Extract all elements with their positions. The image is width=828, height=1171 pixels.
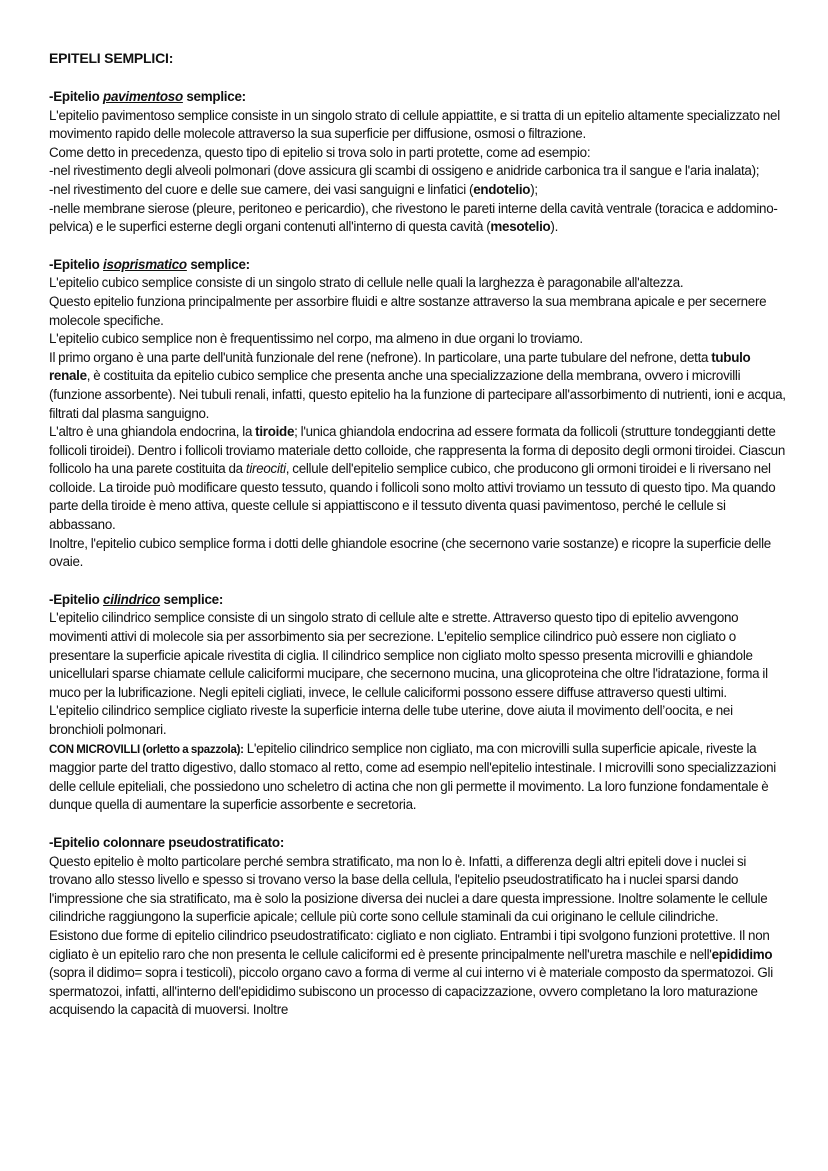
paragraph: L'epitelio cilindrico semplice cigliato riveste la superficie interna delle tube uterine, dove aiuta il movimento dell’oocita, e nei bronchioli polmonari. xyxy=(49,703,733,737)
text: Il primo organo è una parte dell'unità funzionale del rene (nefrone). In particolare, una parte tubulare del nefrone, detta xyxy=(49,349,712,365)
paragraph-tubulo-renale xyxy=(49,349,788,423)
term-mesotelio: mesotelio xyxy=(490,219,551,235)
text: ; l'unica ghiandola endocrina ad essere formata da follicoli (strutture tondeggianti dette follicoli tiroidei). Dentro i follicoli troviamo materiale detto colloide, che rappresenta la forma di deposito degli ormoni tiroidei. Ciascun follicolo ha una parete costituita da xyxy=(49,424,786,477)
term-endotelio: endotelio xyxy=(473,181,531,197)
text: -nelle membrane sierose (pleure, peritoneo e pericardio), che rivestono le pareti interne della cavità ventrale (toracica e addomino-pelvica) e le superfici esterne degli organi contenuti all'interno di questa cavità ( xyxy=(49,200,778,235)
section-pseudostratificato xyxy=(49,834,788,1020)
paragraph-endotelio xyxy=(49,181,788,200)
text: (sopra il didimo= sopra i testicoli), piccolo organo cavo a forma di verme al cui interno vi è materiale composto da spermatozoi. Gli spermatozoi, infatti, all'interno dell'epididimo subiscono un processo di capacizzazione, ovvero completano la loro maturazione acquisendo la capacità di muoversi. Inoltre xyxy=(49,965,773,1018)
text: ). xyxy=(550,219,559,235)
paragraph-tiroide xyxy=(49,423,788,535)
section-heading xyxy=(49,88,788,107)
paragraph: L'epitelio cilindrico semplice consiste di un singolo strato di cellule alte e strette. Attraverso questo tipo di epitelio avvengono movimenti attivi di molecole sia per assorbimento sia per secrezione. L'epitelio semplice cilindrico può essere non cigliato o presentare la superficie apicale rivestita di ciglia. Il cilindrico semplice non cigliato molto spesso presenta microvilli e ghiandole unicellulari sparse chiamate cellule caliciformi mucipare, che secernono mucina, una glicoproteina che oltre l'idratazione, forma il muco per la lubrificazione. Negli epiteli cigliati, invece, le cellule caliciformi possono essere diffuse attraverso questi ultimi. xyxy=(49,610,768,700)
paragraph: L'epitelio cubico semplice non è frequentissimo nel corpo, ma almeno in due organi lo troviamo. xyxy=(49,331,583,347)
text: -nel rivestimento del cuore e delle sue camere, dei vasi sanguigni e linfatici ( xyxy=(49,181,474,197)
paragraph: Questo epitelio è molto particolare perché sembra stratificato, ma non lo è. Infatti, a differenza degli altri epiteli dove i nuclei si trovano allo stesso livello e spesso si trovano verso la base della cellula, l'epitelio pseudostratificato ha i nuclei sparsi dando l'impressione che sia stratificato, ma è solo la posizione diversa dei nuclei a dare questa impressione. Inoltre solamente le cellule cilindriche raggiungono la superficie apicale; cellule più corte sono cellule staminali da cui originano le cellule cilindriche. xyxy=(49,853,768,925)
section-cilindrico xyxy=(49,591,788,815)
text: L'altro è una ghiandola endocrina, la xyxy=(49,424,256,440)
heading-suffix: semplice: xyxy=(160,591,224,607)
term-tubulo-renale: tubulo renale xyxy=(49,349,751,384)
document-title: EPITELI SEMPLICI: xyxy=(49,50,174,66)
term-epididimo: epididimo xyxy=(711,946,773,962)
paragraph: Questo epitelio funziona principalmente per assorbire fluidi e altre sostanze attraverso la sua membrana apicale e per secernere molecole specifiche. xyxy=(49,293,767,328)
text: Esistono due forme di epitelio cilindrico pseudostratificato: cigliato e non cigliato. Entrambi i tipi svolgono funzioni protettive. Il non cigliato è un epitelio raro che non presenta le cellule caliciformi ed è presente principalmente nell'uretra maschile e nell' xyxy=(49,927,770,962)
section-heading: -Epitelio colonnare pseudostratificato: xyxy=(49,834,285,850)
paragraph: -nel rivestimento degli alveoli polmonari (dove assicura gli scambi di ossigeno e anidride carbonica tra il sangue e l'aria inalata); xyxy=(49,163,760,179)
paragraph-epididimo xyxy=(49,927,788,1020)
heading-suffix: semplice: xyxy=(186,256,250,272)
section-heading xyxy=(49,591,788,610)
paragraph: L'epitelio cubico semplice consiste di un singolo strato di cellule nelle quali la larghezza è paragonabile all'altezza. xyxy=(49,275,684,291)
paragraph: L'epitelio pavimentoso semplice consiste in un singolo strato di cellule appiattite, e si tratta di un epitelio altamente specializzato nel movimento rapido delle molecole attraverso la sua superficie per diffusione, osmosi o filtrazione. xyxy=(49,107,780,142)
paragraph: Inoltre, l'epitelio cubico semplice forma i dotti delle ghiandole esocrine (che secernono varie sostanze) e ricopre la superficie delle ovaie. xyxy=(49,535,771,570)
text: ); xyxy=(530,181,538,197)
heading-prefix: -Epitelio xyxy=(49,591,104,607)
heading-prefix: -Epitelio xyxy=(49,89,104,104)
text: , cellule dell'epitelio semplice cubico, che producono gli ormoni tiroidei e li riversano nel colloide. La tiroide può modificare questo tessuto, quando i follicoli sono molto attivi troviamo un tessuto di questo tipo. Ma quando parte della tiroide è meno attiva, queste cellule si appiattiscono e il tessuto diventa quasi pavimentoso, perché le cellule si abbassano. xyxy=(49,461,776,533)
heading-keyword: isoprismatico xyxy=(103,256,187,272)
text: , è costituita da epitelio cubico semplice che presenta anche una specializzazione della membrana, ovvero i microvilli (funzione assorbente). Nei tubuli renali, infatti, questo epitelio ha la funzione di partecipare all'assorbimento di nutrienti, ioni e acqua, filtrati dal plasma sanguigno. xyxy=(49,368,786,421)
section-isoprismatico xyxy=(49,256,788,572)
heading-keyword: cilindrico xyxy=(103,591,161,607)
paragraph-mesotelio xyxy=(49,200,788,237)
section-pavimentoso xyxy=(49,88,788,237)
term-tireociti: tireociti xyxy=(245,461,286,477)
term-tiroide: tiroide xyxy=(255,424,295,440)
section-heading xyxy=(49,256,788,275)
heading-keyword: pavimentoso xyxy=(103,89,183,104)
heading-prefix: -Epitelio xyxy=(49,256,104,272)
paragraph-microvilli xyxy=(49,740,788,815)
paragraph: Come detto in precedenza, questo tipo di epitelio si trova solo in parti protette, come ad esempio: xyxy=(49,144,591,160)
heading-suffix: semplice: xyxy=(182,89,246,104)
text: L'epitelio cilindrico semplice non cigliato, ma con microvilli sulla superficie apicale, riveste la maggior parte del tratto digestivo, dallo stomaco al retto, come ad esempio nell'epitelio intestinale. I microvilli sono specializzazioni delle cellule epiteliali, che possiedono uno scheletro di actina che non gli permette il movimento. La loro funzione fondamentale è dunque quella di aumentare la superficie assorbente e secretoria. xyxy=(49,740,776,813)
term-con-microvilli: CON MICROVILLI (orletto a spazzola): xyxy=(49,743,244,756)
